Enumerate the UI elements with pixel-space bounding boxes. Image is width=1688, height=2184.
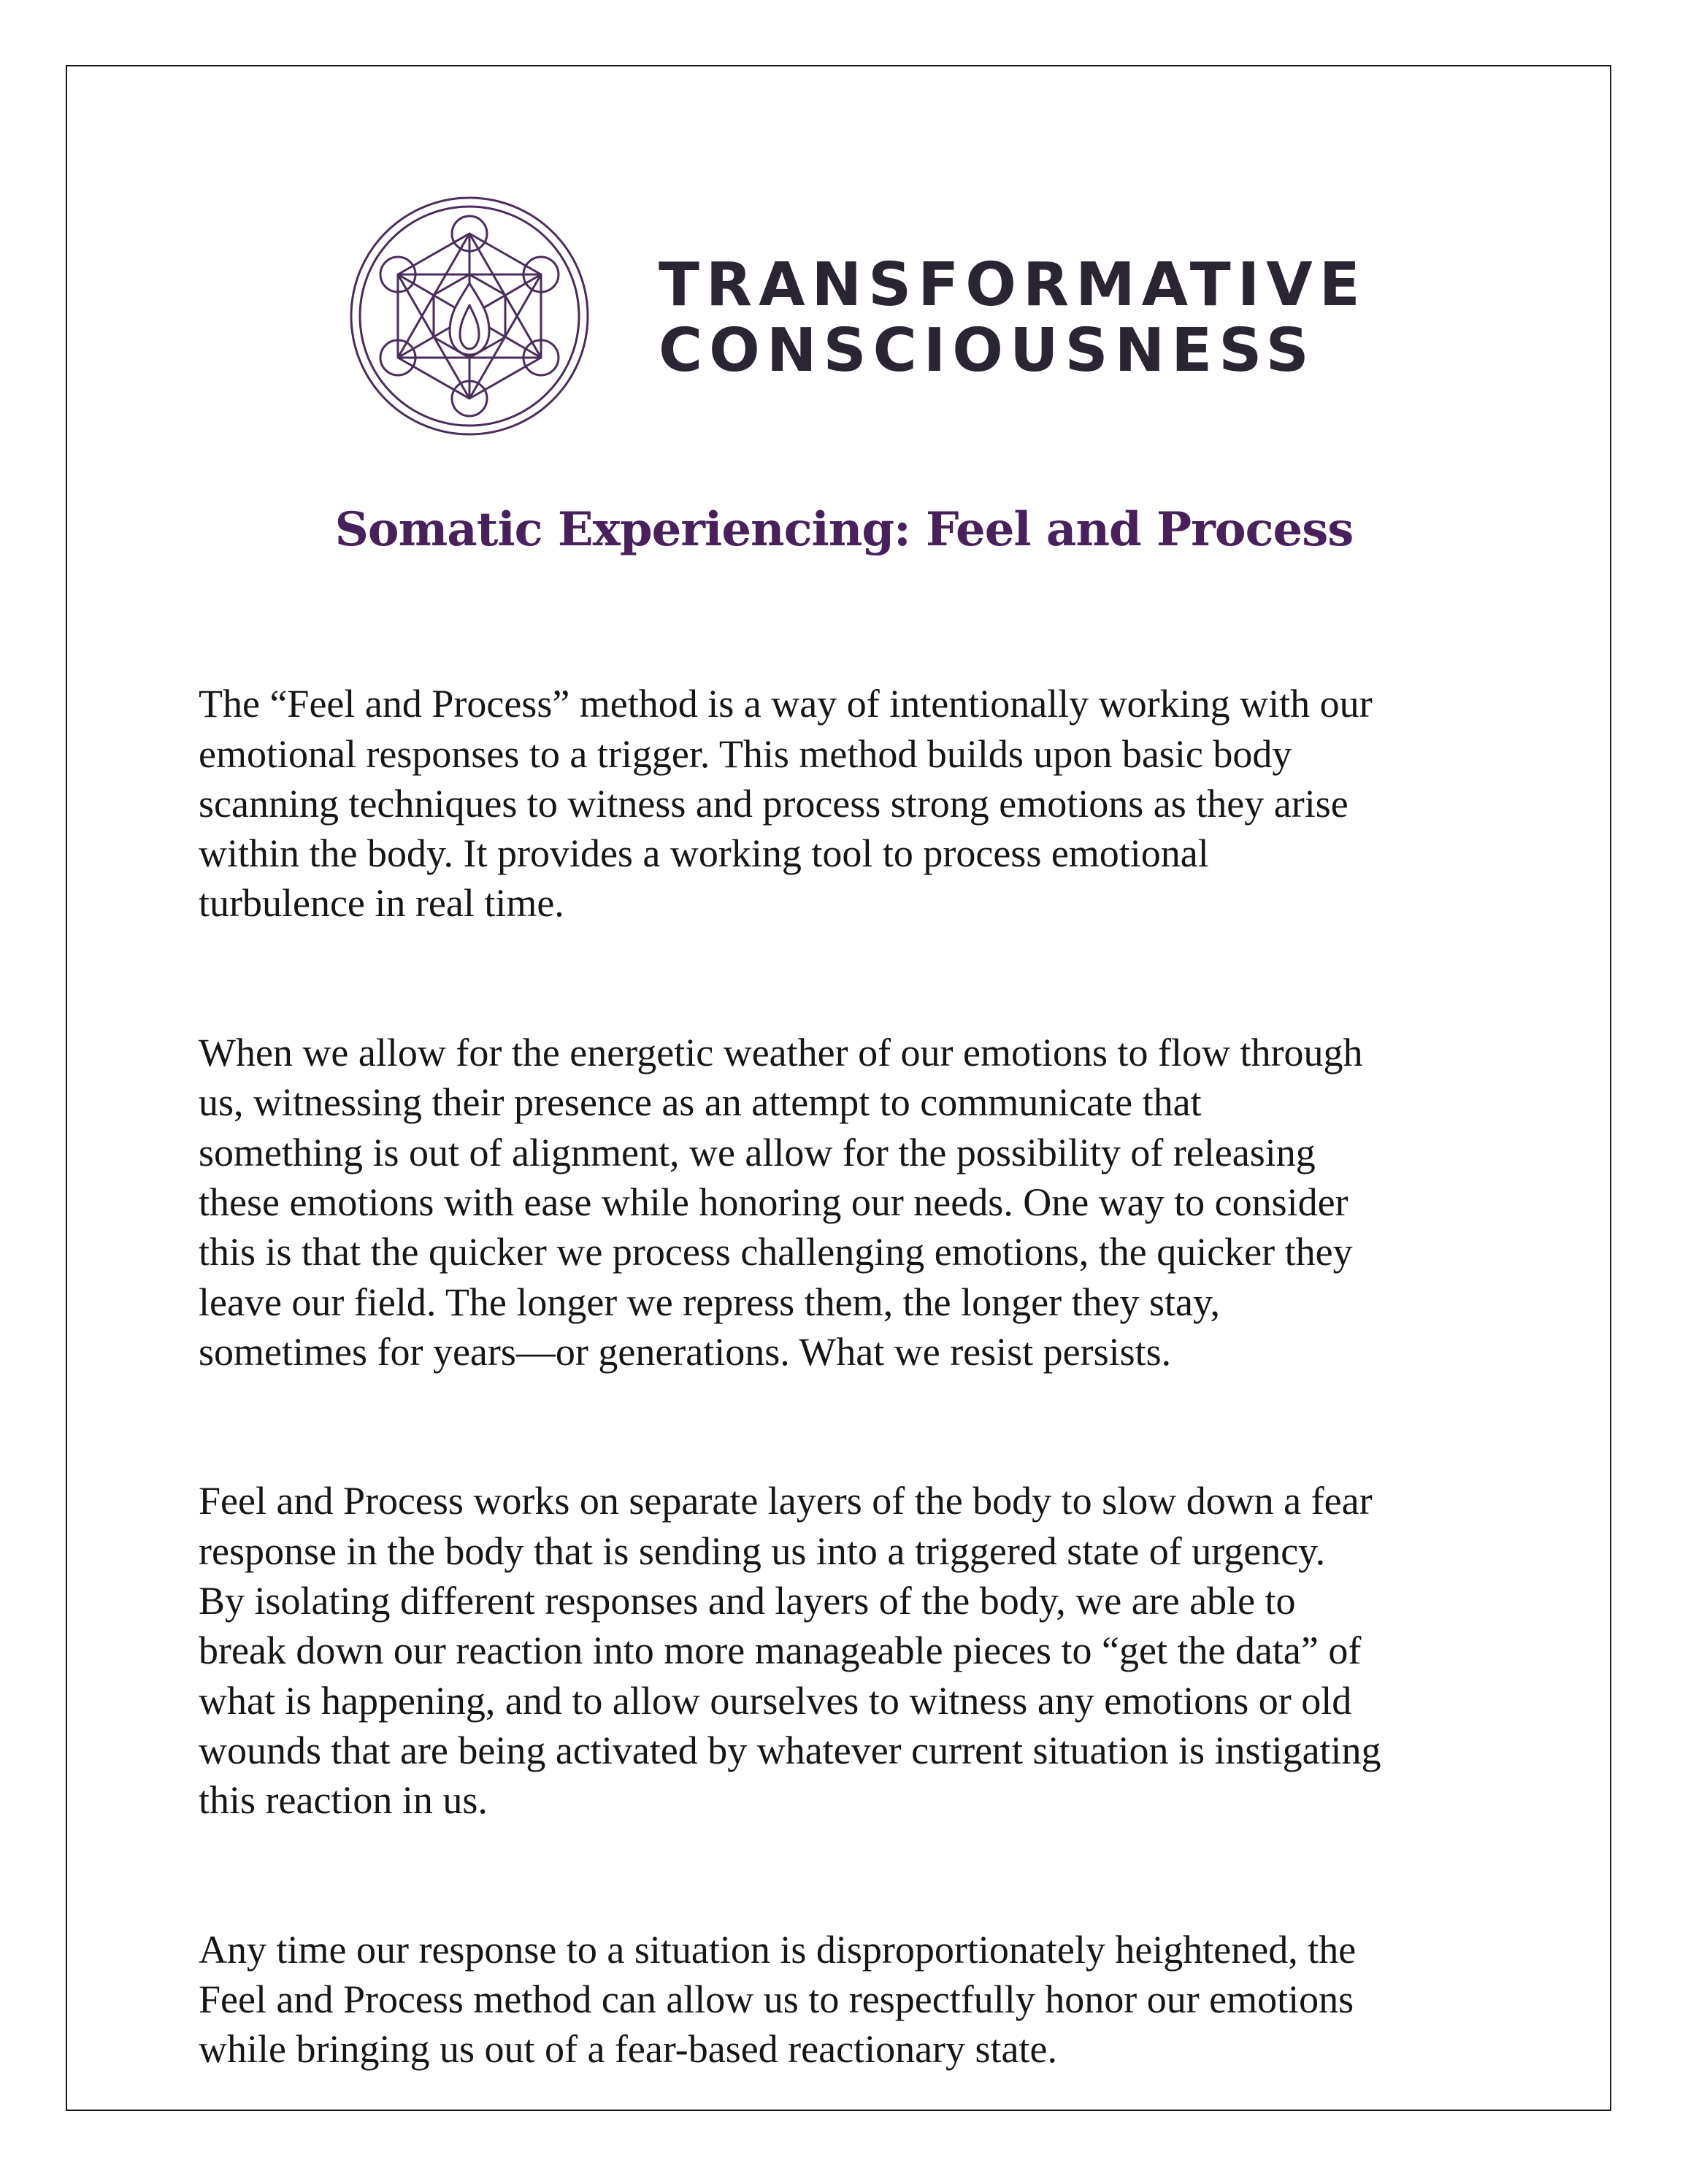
brand-line-2: CONSCIOUSNESS <box>659 316 1316 385</box>
paragraph-heightened-response: Any time our response to a situation is disproportionately heightened, the Feel and Process method can allow us to respectfully honor our emotions while bringing us out of a fear-based reactionary state. <box>199 1927 1357 2072</box>
paragraph-layers: Feel and Process works on separate layers of the body to slow down a fear response in the body that is sending us into a triggered state of urgency. By isolating different responses and layers of the body, we are able to break down our reaction into more manageable pieces to “get the data” of what is happening, and to allow ourselves to witness any emotions or old wounds that are being activated by whatever current situation is instigating this reaction in us. <box>199 1479 1381 1823</box>
brand-logo <box>349 196 1367 437</box>
metatron-cube-flame-icon <box>349 196 590 437</box>
document-title: Somatic Experiencing: Feel and Process <box>334 502 1354 557</box>
brand-wordmark <box>659 250 1367 385</box>
paragraph-energetic-weather: When we allow for the energetic weather of our emotions to flow through us, witnessing their presence as an attempt to communicate that something is out of alignment, we allow for the possibility of releasing these emotions with ease while honoring our needs. One way to consider this is that the quicker we process challenging emotions, the quicker they leave our field. The longer we repress them, the longer they stay, sometimes for years—or generations. What we resist persists. <box>199 1031 1363 1374</box>
document-body <box>199 629 1491 2174</box>
paragraph-intro: The “Feel and Process” method is a way of intentionally working with our emotional responses to a trigger. This method builds upon basic body scanning techniques to witness and process strong emotions as they arise within the body. It provides a working tool to process emotional turbulence in real time. <box>199 682 1373 926</box>
brand-line-1: TRANSFORMATIVE <box>659 250 1367 320</box>
